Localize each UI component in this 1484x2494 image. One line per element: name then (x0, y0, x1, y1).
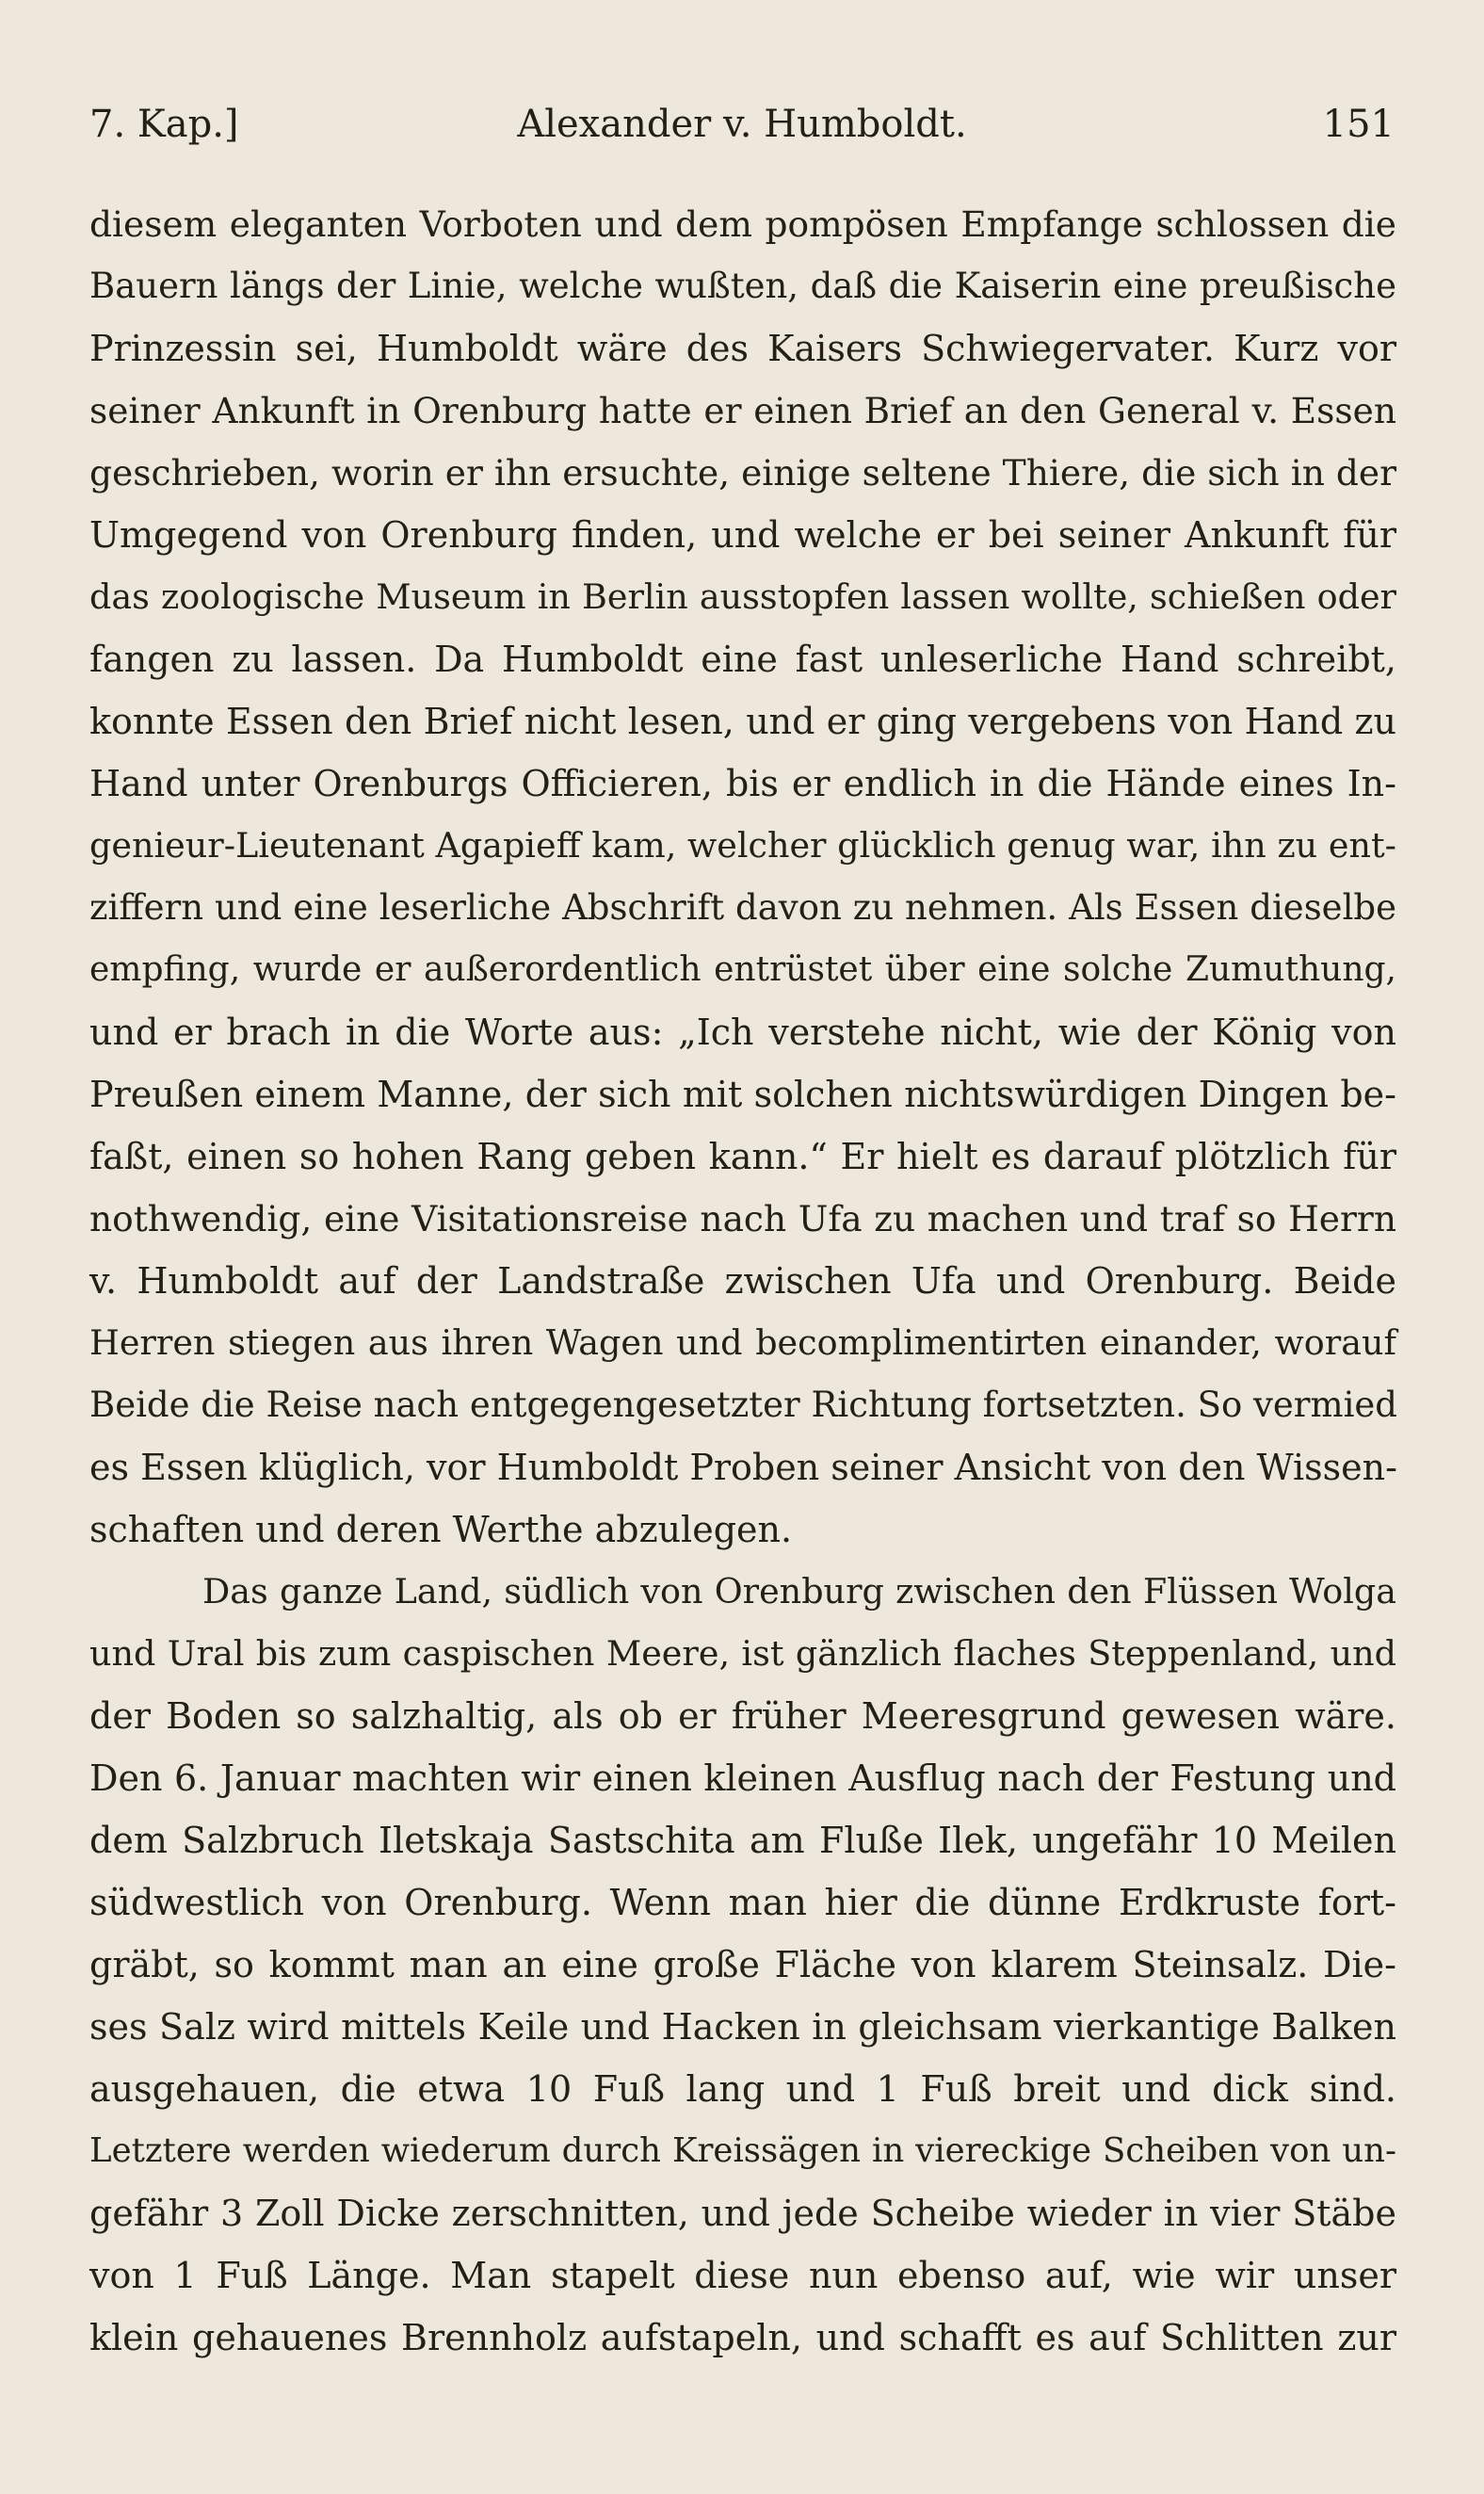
text-line: nothwendig, eine Visitationsreise nach Ufa zu machen und traf so Herrn (89, 1198, 1396, 1239)
page-header (89, 96, 1395, 153)
text-line: genieur-Lieutenant Agapieff kam, welcher glücklich genug war, ihn zu ent- (89, 825, 1396, 866)
paragraph-start-line: Das ganze Land, südlich von Orenburg zwischen den Flüssen Wolga (202, 1571, 1396, 1611)
text-line: der Boden so salzhaltig, als ob er früher Meeresgrund gewesen wäre. (89, 1695, 1396, 1737)
body-text (89, 193, 1396, 2369)
text-line: empfing, wurde er außerordentlich entrüstet über eine solche Zumuthung, (89, 950, 1396, 989)
running-title: Alexander v. Humboldt. (517, 103, 967, 146)
text-line: ses Salz wird mittels Keile und Hacken in gleichsam vierkantige Balken (89, 2006, 1396, 2048)
text-line: Preußen einem Manne, der sich mit solchen nichtswürdigen Dingen be- (89, 1074, 1396, 1115)
page-number: 151 (1322, 103, 1395, 146)
text-line: und Ural bis zum caspischen Meere, ist gänzlich flaches Steppenland, und (89, 1633, 1396, 1674)
text-line: gefähr 3 Zoll Dicke zerschnitten, und jede Scheibe wieder in vier Stäbe (89, 2193, 1396, 2234)
text-line: Den 6. Januar machten wir einen kleinen Ausflug nach der Festung und (89, 1757, 1396, 1799)
text-line: Herren stiegen aus ihren Wagen und becomplimentirten einander, worauf (89, 1322, 1396, 1363)
text-line: Hand unter Orenburgs Officieren, bis er endlich in die Hände eines In- (89, 763, 1396, 804)
chapter-reference: 7. Kap.] (89, 103, 239, 146)
text-line: geschrieben, worin er ihn ersuchte, einige seltene Thiere, die sich in der (89, 452, 1396, 494)
text-line: klein gehauenes Brennholz aufstapeln, und schafft es auf Schlitten zur (89, 2317, 1396, 2358)
text-line: Prinzessin sei, Humboldt wäre des Kaisers Schwiegervater. Kurz vor (89, 328, 1396, 369)
text-line: das zoologische Museum in Berlin ausstopfen lassen wollte, schießen oder (89, 576, 1396, 617)
text-line: diesem eleganten Vorboten und dem pompösen Empfange schlossen die (89, 203, 1396, 245)
text-line: Bauern längs der Linie, welche wußten, daß die Kaiserin eine preußische (89, 266, 1396, 306)
text-line: und er brach in die Worte aus: „Ich verstehe nicht, wie der König von (89, 1012, 1396, 1053)
text-line: südwestlich von Orenburg. Wenn man hier die dünne Erdkruste fort- (89, 1882, 1396, 1923)
text-line: faßt, einen so hohen Rang geben kann.“ Er hielt es darauf plötzlich für (89, 1136, 1396, 1177)
text-line: Letztere werden wiederum durch Kreissägen in viereckige Scheiben von un- (89, 2131, 1396, 2170)
text-line: fangen zu lassen. Da Humboldt eine fast unleserliche Hand schreibt, (89, 639, 1396, 680)
text-line: von 1 Fuß Länge. Man stapelt diese nun ebenso auf, wie wir unser (89, 2255, 1396, 2296)
text-line: Umgegend von Orenburg finden, und welche er bei seiner Ankunft für (89, 514, 1396, 556)
text-line: dem Salzbruch Iletskaja Sastschita am Fluße Ilek, ungefähr 10 Meilen (89, 1820, 1396, 1861)
text-line: ausgehauen, die etwa 10 Fuß lang und 1 Fuß breit und dick sind. (89, 2068, 1396, 2110)
text-line: v. Humboldt auf der Landstraße zwischen Ufa und Orenburg. Beide (89, 1260, 1396, 1302)
text-line: ziffern und eine leserliche Abschrift davon zu nehmen. Als Essen dieselbe (89, 887, 1396, 928)
text-line: gräbt, so kommt man an eine große Fläche von klarem Steinsalz. Die- (89, 1944, 1396, 1985)
text-line: seiner Ankunft in Orenburg hatte er einen Brief an den General v. Essen (89, 390, 1396, 431)
text-line: es Essen klüglich, vor Humboldt Proben seiner Ansicht von den Wissen- (89, 1447, 1397, 1488)
text-line: konnte Essen den Brief nicht lesen, und er ging vergebens von Hand zu (89, 701, 1396, 742)
text-line: Beide die Reise nach entgegengesetzter Richtung fortsetzten. So vermied (89, 1385, 1397, 1425)
paragraph-end-line: schaften und deren Werthe abzulegen. (89, 1509, 793, 1550)
